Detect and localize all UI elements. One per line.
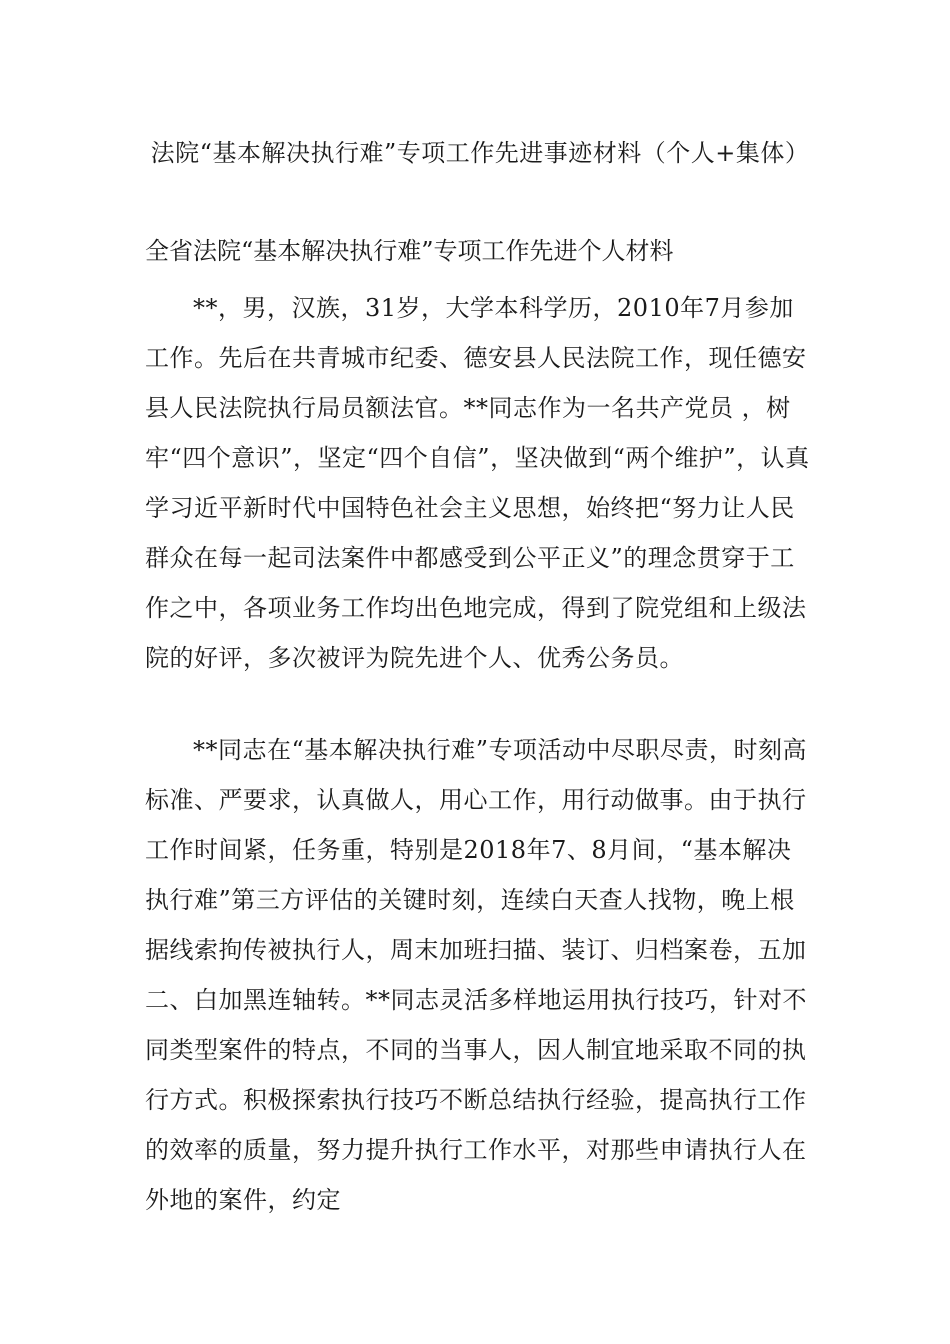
document-subtitle: 全省法院“基本解决执行难”专项工作先进个人材料 — [145, 237, 674, 265]
paragraph-1: **，男，汉族，31岁，大学本科学历，2010年7月参加工作。先后在共青城市纪委、德安县人民法院工作，现任德安县人民法院执行局员额法官。**同志作为一名共产党员 ，树牢“四个意识”，坚定“四个自信”，坚决做到“两个维护”，认真学习近平新时代中国特色社会主义思想，始终把“努力让人民群众在每一起司法案件中都感受到公平正义”的理念贯穿于工作之中，各项业务工作均出色地完成，得到了院党组和上级法院的好评，多次被评为院先进个人、优秀公务员。 — [145, 294, 810, 672]
paragraph-2: **同志在“基本解决执行难”专项活动中尽职尽责，时刻高标准、严要求，认真做人，用心工作，用行动做事。由于执行工作时间紧，任务重，特别是2018年7、8月间，“基本解决执行难”第三方评估的关键时刻，连续白天查人找物，晚上根据线索拘传被执行人，周末加班扫描、装订、归档案卷，五加二、白加黑连轴转。**同志灵活多样地运用执行技巧，针对不同类型案件的特点，不同的当事人，因人制宜地采取不同的执行方式。积极探索执行技巧不断总结执行经验，提高执行工作的效率的质量，努力提升执行工作水平，对那些申请执行人在外地的案件，约定 — [145, 736, 808, 1214]
document-title: 法院“基本解决执行难”专项工作先进事迹材料（个人+集体） — [150, 139, 810, 167]
